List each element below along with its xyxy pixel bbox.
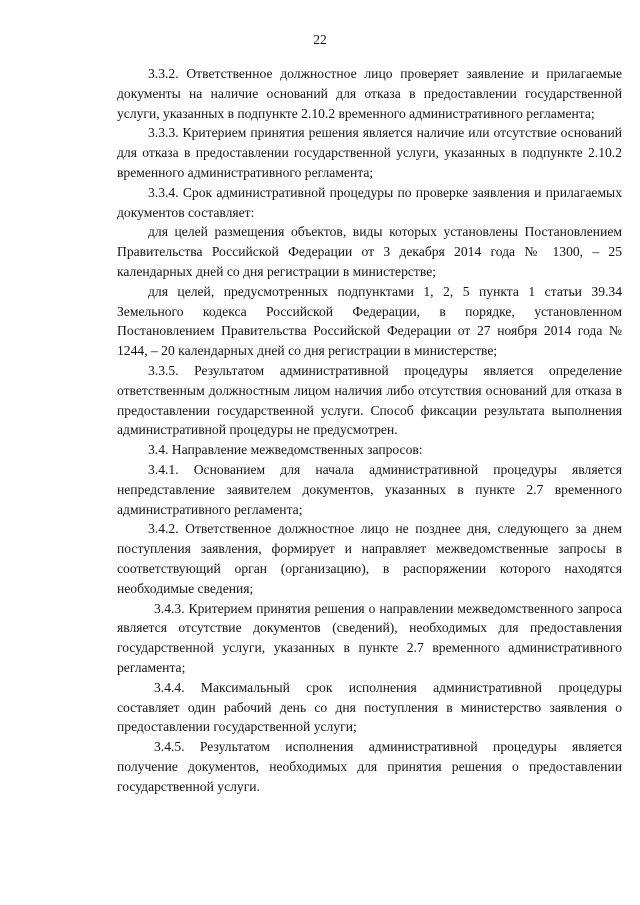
paragraph-3-4-3: 3.4.3. Критерием принятия решения о направлении межведомственного запроса является отсутствие документов (сведений), необходимых для предоставления государственной услуги, указанных в пункте 2.7 временного административного регламента; bbox=[117, 600, 622, 675]
paragraph-3-3-4: 3.3.4. Срок административной процедуры по проверке заявления и прилагаемых документов составляет: bbox=[117, 184, 622, 220]
paragraph-3-4-4: 3.4.4. Максимальный срок исполнения административной процедуры составляет один рабочий день со дня поступления в министерство заявления о предоставлении государственной услуги; bbox=[117, 679, 622, 735]
paragraph-3-3-3: 3.3.3. Критерием принятия решения является наличие или отсутствие оснований для отказа в предоставлении государственной услуги, указанных в подпункте 2.10.2 временного административного регламента; bbox=[117, 125, 622, 180]
paragraph-3-3-2: 3.3.2. Ответственное должностное лицо проверяет заявление и прилагаемые документы на наличие оснований для отказа в предоставлении государственной услуги, указанных в подпункте 2.10.2 временного административного регламента; bbox=[117, 66, 622, 121]
paragraph-3-3-5: 3.3.5. Результатом административной процедуры является определение ответственным должностным лицом наличия либо отсутствия оснований для отказа в предоставлении государственной услуги. Способ фиксации результата выполнения административной процедуры не предусмотрен. bbox=[117, 362, 622, 438]
document-body bbox=[117, 62, 622, 796]
paragraph-3-4-heading: 3.4. Направление межведомственных запросов: bbox=[148, 442, 423, 458]
paragraph-3-4-1: 3.4.1. Основанием для начала административной процедуры является непредставление заявителем документов, указанных в пункте 2.7 временного административного регламента; bbox=[117, 461, 622, 517]
paragraph-term-objects: для целей размещения объектов, виды которых установлены Постановлением Правительства Российской Федерации от 3 декабря 2014 года № 1300, – 25 календарных дней со дня регистрации в министерстве; bbox=[117, 224, 622, 279]
page-number: 22 bbox=[313, 32, 327, 47]
paragraph-term-land-code: для целей, предусмотренных подпунктами 1, 2, 5 пункта 1 статьи 39.34 Земельного кодекса Российской Федерации, в порядке, установленном Постановлением Правительства Российской Федерации от 27 ноября 2014 года № 1244, – 20 календарных дней со дня регистрации в министерстве; bbox=[117, 283, 622, 359]
paragraph-3-4-5: 3.4.5. Результатом исполнения административной процедуры является получение документов, необходимых для принятия решения о предоставлении государственной услуги. bbox=[117, 739, 622, 794]
paragraph-3-4-2: 3.4.2. Ответственное должностное лицо не позднее дня, следующего за днем поступления заявления, формирует и направляет межведомственные запросы в соответствующий орган (организацию), в распоряжении которого находятся необходимые сведения; bbox=[117, 521, 622, 596]
